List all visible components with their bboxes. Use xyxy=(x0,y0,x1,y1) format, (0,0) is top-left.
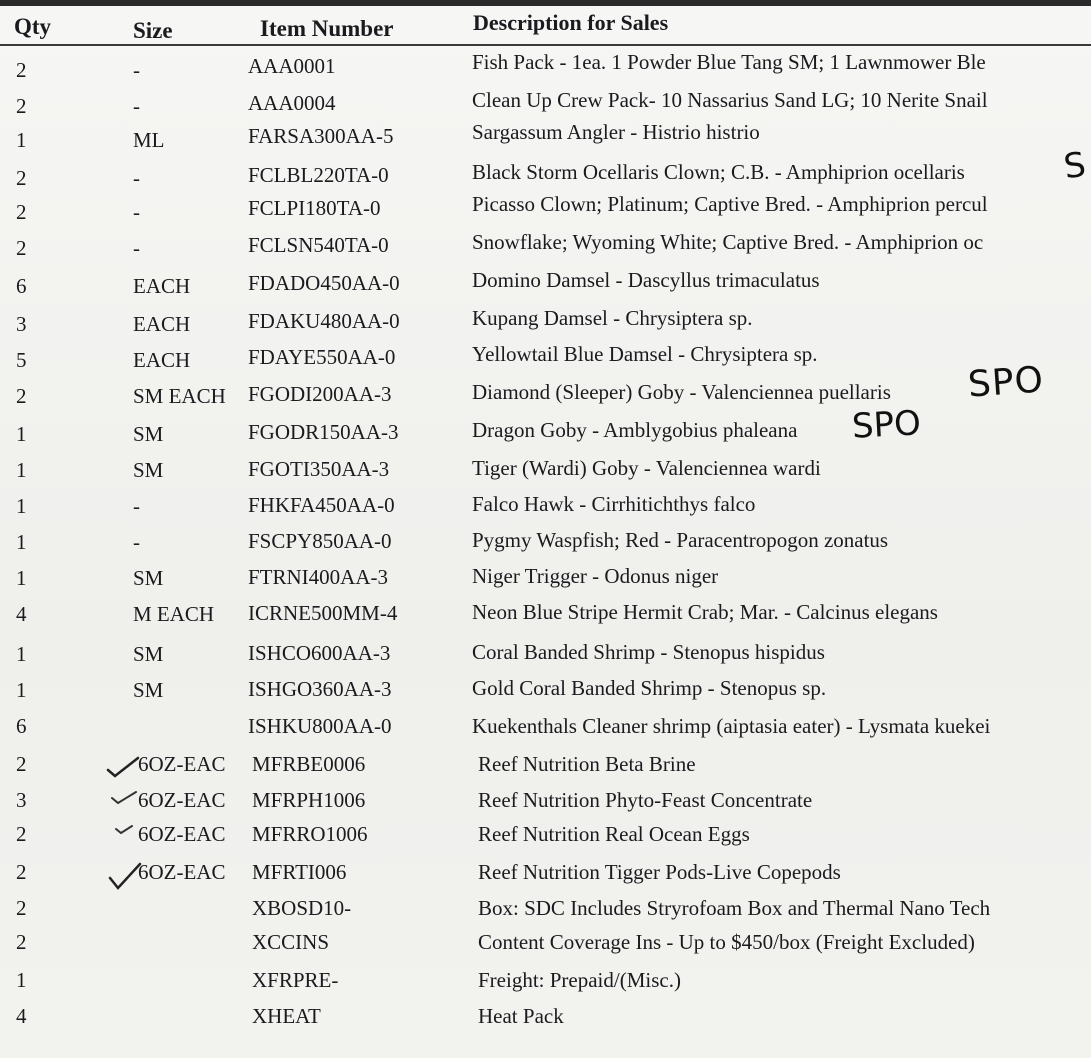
row-description: Reef Nutrition Real Ocean Eggs xyxy=(478,822,750,846)
row-item-number: FDAKU480AA-0 xyxy=(248,309,400,333)
handwritten-spo-diamond-goby: SPO xyxy=(966,359,1046,406)
row-item-number: FARSA300AA-5 xyxy=(248,124,394,148)
table-row xyxy=(0,678,1091,712)
row-item-number: FCLBL220TA-0 xyxy=(248,163,389,187)
row-item-number: FGODR150AA-3 xyxy=(248,420,399,444)
table-row xyxy=(0,50,1091,92)
row-description: Heat Pack xyxy=(478,1004,564,1028)
row-qty: 4 xyxy=(16,1004,27,1028)
row-size: EACH xyxy=(133,312,191,336)
row-description: Coral Banded Shrimp - Stenopus hispidus xyxy=(472,640,825,664)
table-row xyxy=(0,822,1091,856)
row-size: 6OZ-EAC xyxy=(138,788,226,812)
row-description: Pygmy Waspfish; Red - Paracentropogon zonatus xyxy=(472,528,889,552)
row-size: M EACH xyxy=(133,602,215,626)
table-row xyxy=(0,268,1091,308)
row-size: - xyxy=(133,530,140,554)
row-qty: 2 xyxy=(16,200,27,224)
row-qty: 1 xyxy=(16,530,27,554)
row-size: - xyxy=(133,236,140,260)
row-description: Dragon Goby - Amblygobius phaleana xyxy=(472,418,798,442)
row-size: ML xyxy=(133,128,165,152)
table-row xyxy=(0,494,1091,528)
row-qty: 2 xyxy=(16,58,27,82)
row-size: SM xyxy=(133,566,164,590)
row-size: 6OZ-EAC xyxy=(138,822,226,846)
row-item-number: FGODI200AA-3 xyxy=(248,382,392,406)
table-row xyxy=(0,968,1091,1002)
row-qty: 2 xyxy=(16,384,27,408)
row-description: Neon Blue Stripe Hermit Crab; Mar. - Calcinus elegans xyxy=(472,600,938,624)
row-qty: 1 xyxy=(16,642,27,666)
row-qty: 1 xyxy=(16,678,27,702)
header-size: Size xyxy=(133,18,173,43)
row-description: Picasso Clown; Platinum; Captive Bred. - Amphiprion percul xyxy=(472,192,988,216)
row-item-number: XBOSD10- xyxy=(252,896,352,920)
row-size: SM EACH xyxy=(133,384,226,408)
row-size: - xyxy=(133,94,140,118)
row-item-number: ISHGO360AA-3 xyxy=(248,677,392,701)
row-description: Kuekenthals Cleaner shrimp (aiptasia eater) - Lysmata kuekei xyxy=(472,714,991,738)
row-item-number: MFRBE0006 xyxy=(252,752,366,776)
row-item-number: FDADO450AA-0 xyxy=(248,271,400,295)
row-qty: 2 xyxy=(16,860,27,884)
row-description: Freight: Prepaid/(Misc.) xyxy=(478,968,681,992)
table-row xyxy=(0,230,1091,270)
row-item-number: ICRNE500MM-4 xyxy=(248,601,398,625)
row-qty: 3 xyxy=(16,312,27,336)
row-description: Reef Nutrition Phyto-Feast Concentrate xyxy=(478,788,813,812)
row-qty: 2 xyxy=(16,822,27,846)
table-row xyxy=(0,860,1091,894)
table-row xyxy=(0,896,1091,930)
table-row xyxy=(0,306,1091,346)
table-row xyxy=(0,192,1091,234)
table-row xyxy=(0,418,1091,456)
table-row xyxy=(0,788,1091,822)
row-description: Clean Up Crew Pack- 10 Nassarius Sand LG; 10 Nerite Snail xyxy=(472,88,988,112)
row-description: Domino Damsel - Dascyllus trimaculatus xyxy=(472,268,820,292)
row-description: Niger Trigger - Odonus niger xyxy=(472,564,719,588)
row-item-number: ISHKU800AA-0 xyxy=(248,714,392,738)
row-size: SM xyxy=(133,642,164,666)
row-description: Fish Pack - 1ea. 1 Powder Blue Tang SM; 1 Lawnmower Ble xyxy=(472,50,986,74)
row-item-number: FDAYE550AA-0 xyxy=(248,345,396,369)
row-size: SM xyxy=(133,422,164,446)
table-row xyxy=(0,530,1091,564)
row-size: 6OZ-EAC xyxy=(138,860,226,884)
row-description: Content Coverage Ins - Up to $450/box (Freight Excluded) xyxy=(478,930,975,954)
row-size: EACH xyxy=(133,274,191,298)
row-item-number: XHEAT xyxy=(252,1004,321,1028)
row-qty: 1 xyxy=(16,422,27,446)
table-row xyxy=(0,120,1091,162)
row-item-number: FTRNI400AA-3 xyxy=(248,565,388,589)
row-item-number: FCLSN540TA-0 xyxy=(248,233,389,257)
header-item-number: Item Number xyxy=(260,16,394,41)
row-qty: 5 xyxy=(16,348,27,372)
row-qty: 2 xyxy=(16,236,27,260)
row-qty: 1 xyxy=(16,968,27,992)
row-qty: 6 xyxy=(16,714,27,738)
row-description: Falco Hawk - Cirrhitichthys falco xyxy=(472,492,756,516)
row-description: Reef Nutrition Beta Brine xyxy=(478,752,696,776)
row-description: Black Storm Ocellaris Clown; C.B. - Amphiprion ocellaris xyxy=(472,160,965,184)
row-item-number: MFRTI006 xyxy=(252,860,347,884)
row-item-number: AAA0001 xyxy=(248,54,336,78)
row-qty: 3 xyxy=(16,788,27,812)
row-qty: 1 xyxy=(16,458,27,482)
row-size: 6OZ-EAC xyxy=(138,752,226,776)
row-qty: 1 xyxy=(16,494,27,518)
row-description: Gold Coral Banded Shrimp - Stenopus sp. xyxy=(472,676,827,700)
row-qty: 1 xyxy=(16,566,27,590)
table-row xyxy=(0,714,1091,748)
row-description: Diamond (Sleeper) Goby - Valenciennea puellaris xyxy=(472,380,891,404)
row-description: Snowflake; Wyoming White; Captive Bred. - Amphiprion oc xyxy=(472,230,984,254)
row-description: Yellowtail Blue Damsel - Chrysiptera sp. xyxy=(472,342,818,366)
row-item-number: XCCINS xyxy=(252,930,330,954)
table-row xyxy=(0,458,1091,492)
row-qty: 2 xyxy=(16,752,27,776)
row-qty: 2 xyxy=(16,94,27,118)
row-item-number: AAA0004 xyxy=(248,91,336,115)
table-row xyxy=(0,752,1091,786)
row-qty: 1 xyxy=(16,128,27,152)
handwritten-spo-dragon-goby: SPO xyxy=(851,403,922,447)
row-size: - xyxy=(133,58,140,82)
table-row xyxy=(0,602,1091,636)
row-item-number: MFRPH1006 xyxy=(252,788,366,812)
row-item-number: FHKFA450AA-0 xyxy=(248,493,395,517)
row-item-number: FCLPI180TA-0 xyxy=(248,196,381,220)
handwritten-edge-fragment: S xyxy=(1061,144,1089,188)
row-qty: 2 xyxy=(16,166,27,190)
row-item-number: XFRPRE- xyxy=(252,968,339,992)
row-qty: 4 xyxy=(16,602,27,626)
row-qty: 6 xyxy=(16,274,27,298)
row-size: - xyxy=(133,494,140,518)
row-item-number: FGOTI350AA-3 xyxy=(248,457,390,481)
row-size: - xyxy=(133,200,140,224)
row-description: Reef Nutrition Tigger Pods-Live Copepods xyxy=(478,860,841,884)
row-item-number: MFRRO1006 xyxy=(252,822,368,846)
table-row xyxy=(0,930,1091,964)
row-description: Sargassum Angler - Histrio histrio xyxy=(472,120,760,144)
table-row xyxy=(0,1004,1091,1038)
row-size: - xyxy=(133,166,140,190)
header-description: Description for Sales xyxy=(473,10,669,35)
checkmark-icon xyxy=(106,756,140,778)
checkmark-icon xyxy=(110,790,138,806)
row-item-number: ISHCO600AA-3 xyxy=(248,641,391,665)
row-size: SM xyxy=(133,678,164,702)
row-description: Kupang Damsel - Chrysiptera sp. xyxy=(472,306,753,330)
header-qty: Qty xyxy=(14,14,52,39)
checkmark-icon xyxy=(108,862,142,890)
row-description: Box: SDC Includes Stryrofoam Box and Thermal Nano Tech xyxy=(478,896,991,920)
row-size: SM xyxy=(133,458,164,482)
row-qty: 2 xyxy=(16,930,27,954)
row-item-number: FSCPY850AA-0 xyxy=(248,529,392,553)
table-row xyxy=(0,342,1091,382)
row-size: EACH xyxy=(133,348,191,372)
row-description: Tiger (Wardi) Goby - Valenciennea wardi xyxy=(472,456,821,480)
checkmark-icon xyxy=(114,823,134,835)
table-row xyxy=(0,566,1091,600)
row-qty: 2 xyxy=(16,896,27,920)
table-row xyxy=(0,642,1091,676)
